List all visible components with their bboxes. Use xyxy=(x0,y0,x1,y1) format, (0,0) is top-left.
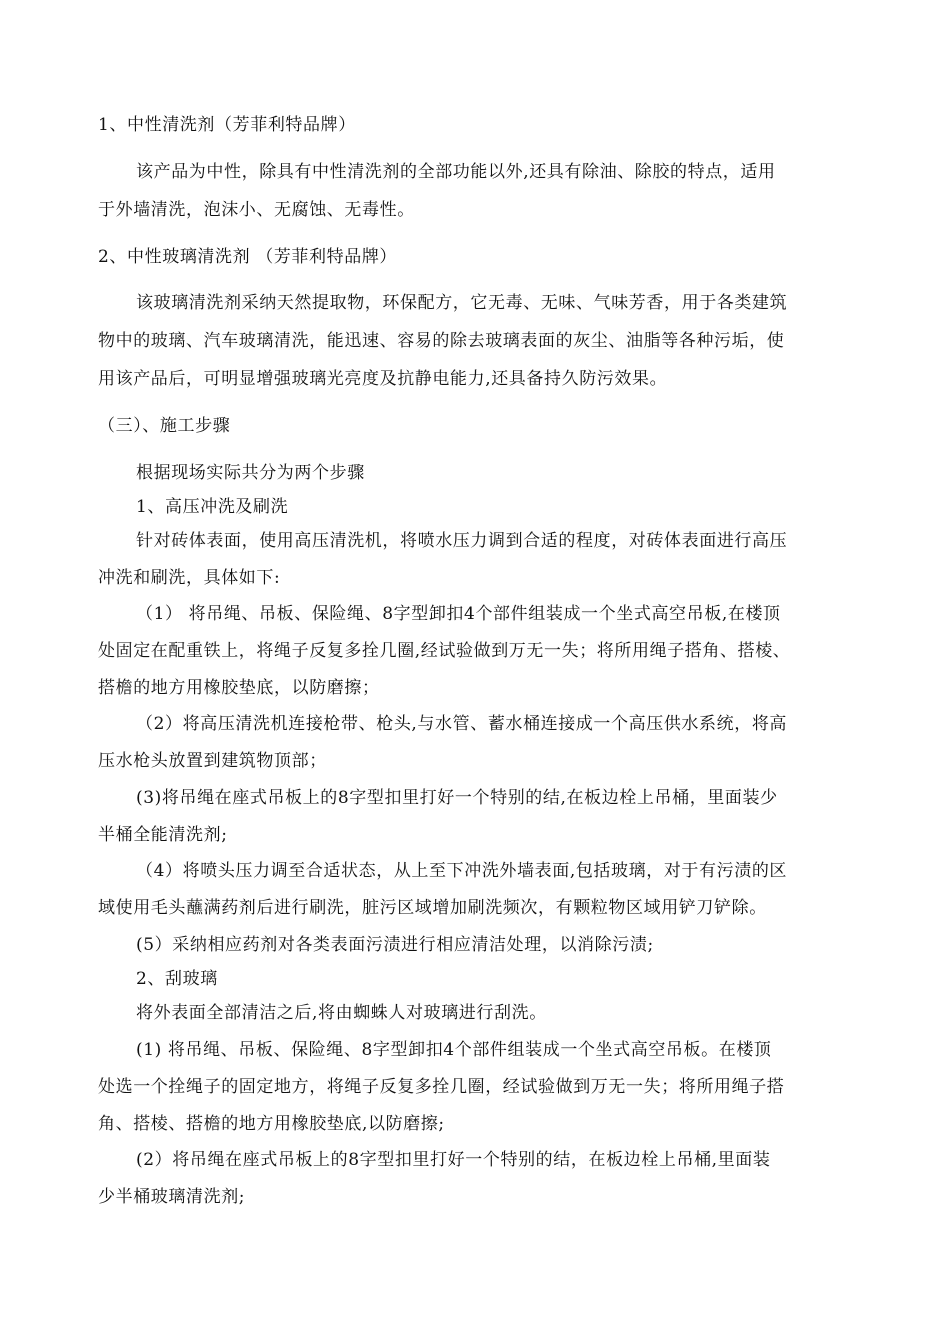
step-line: (5）采纳相应药剂对各类表面污渍进行相应清洁处理，以消除污渍; xyxy=(136,935,654,955)
step-line: （4）将喷头压力调至合适状态，从上至下冲洗外墙表面,包括玻璃，对于有污渍的区 xyxy=(136,861,788,881)
step-line: 角、搭棱、搭檐的地方用橡胶垫底,以防磨擦; xyxy=(98,1114,445,1134)
heading-neutral-cleaner: 1、中性清洗剂（芳菲利特品牌） xyxy=(98,115,356,135)
step-line: (3)将吊绳在座式吊板上的8字型扣里打好一个特别的结,在板边栓上吊桶，里面装少 xyxy=(136,788,778,808)
paragraph-line: 根据现场实际共分为两个步骤 xyxy=(136,463,365,483)
step-line: 处选一个拴绳子的固定地方，将绳子反复多拴几圈，经试验做到万无一失；将所用绳子搭 xyxy=(98,1077,785,1097)
paragraph-line: 冲洗和刷洗，具体如下: xyxy=(98,568,281,588)
paragraph-line: 于外墙清洗，泡沫小、无腐蚀、无毒性。 xyxy=(98,200,415,220)
paragraph-line: 将外表面全部清洁之后,将由蜘蛛人对玻璃进行刮洗。 xyxy=(136,1003,547,1023)
step-line: 域使用毛头蘸满药剂后进行刷洗，脏污区域增加刷洗频次，有颗粒物区域用铲刀铲除。 xyxy=(98,898,767,918)
step-line: (2）将吊绳在座式吊板上的8字型扣里打好一个特别的结，在板边栓上吊桶,里面装 xyxy=(136,1150,771,1170)
subheading-scrape-glass: 2、刮玻璃 xyxy=(136,969,218,989)
subheading-pressure-wash: 1、高压冲洗及刷洗 xyxy=(136,497,289,517)
step-line: 半桶全能清洗剂; xyxy=(98,825,228,845)
step-line: 搭檐的地方用橡胶垫底，以防磨擦； xyxy=(98,678,380,698)
paragraph-line: 针对砖体表面，使用高压清洗机，将喷水压力调到合适的程度，对砖体表面进行高压 xyxy=(136,531,788,551)
paragraph-line: 该玻璃清洗剂采纳天然提取物，环保配方，它无毒、无味、气味芳香，用于各类建筑 xyxy=(136,293,788,313)
paragraph-line: 物中的玻璃、汽车玻璃清洗，能迅速、容易的除去玻璃表面的灰尘、油脂等各种污垢，使 xyxy=(98,331,785,351)
step-line: 少半桶玻璃清洗剂; xyxy=(98,1187,246,1207)
step-line: (1) 将吊绳、吊板、保险绳、8字型卸扣4个部件组装成一个坐式高空吊板。在楼顶 xyxy=(136,1040,772,1060)
heading-glass-cleaner: 2、中性玻璃清洗剂 （芳菲利特品牌） xyxy=(98,247,398,267)
step-line: （1） 将吊绳、吊板、保险绳、8字型卸扣4个部件组装成一个坐式高空吊板,在楼顶 xyxy=(136,604,781,624)
section-heading-steps: （三）、施工步骤 xyxy=(98,416,231,436)
paragraph-line: 用该产品后，可明显增强玻璃光亮度及抗静电能力,还具备持久防污效果。 xyxy=(98,369,668,389)
step-line: 处固定在配重铁上，将绳子反复多拴几圈,经试验做到万无一失；将所用绳子搭角、搭棱、 xyxy=(98,641,791,661)
step-line: （2）将高压清洗机连接枪带、枪头,与水管、蓄水桶连接成一个高压供水系统，将高 xyxy=(136,714,788,734)
step-line: 压水枪头放置到建筑物顶部； xyxy=(98,751,327,771)
paragraph-line: 该产品为中性，除具有中性清洗剂的全部功能以外,还具有除油、除胶的特点，适用 xyxy=(136,162,776,182)
